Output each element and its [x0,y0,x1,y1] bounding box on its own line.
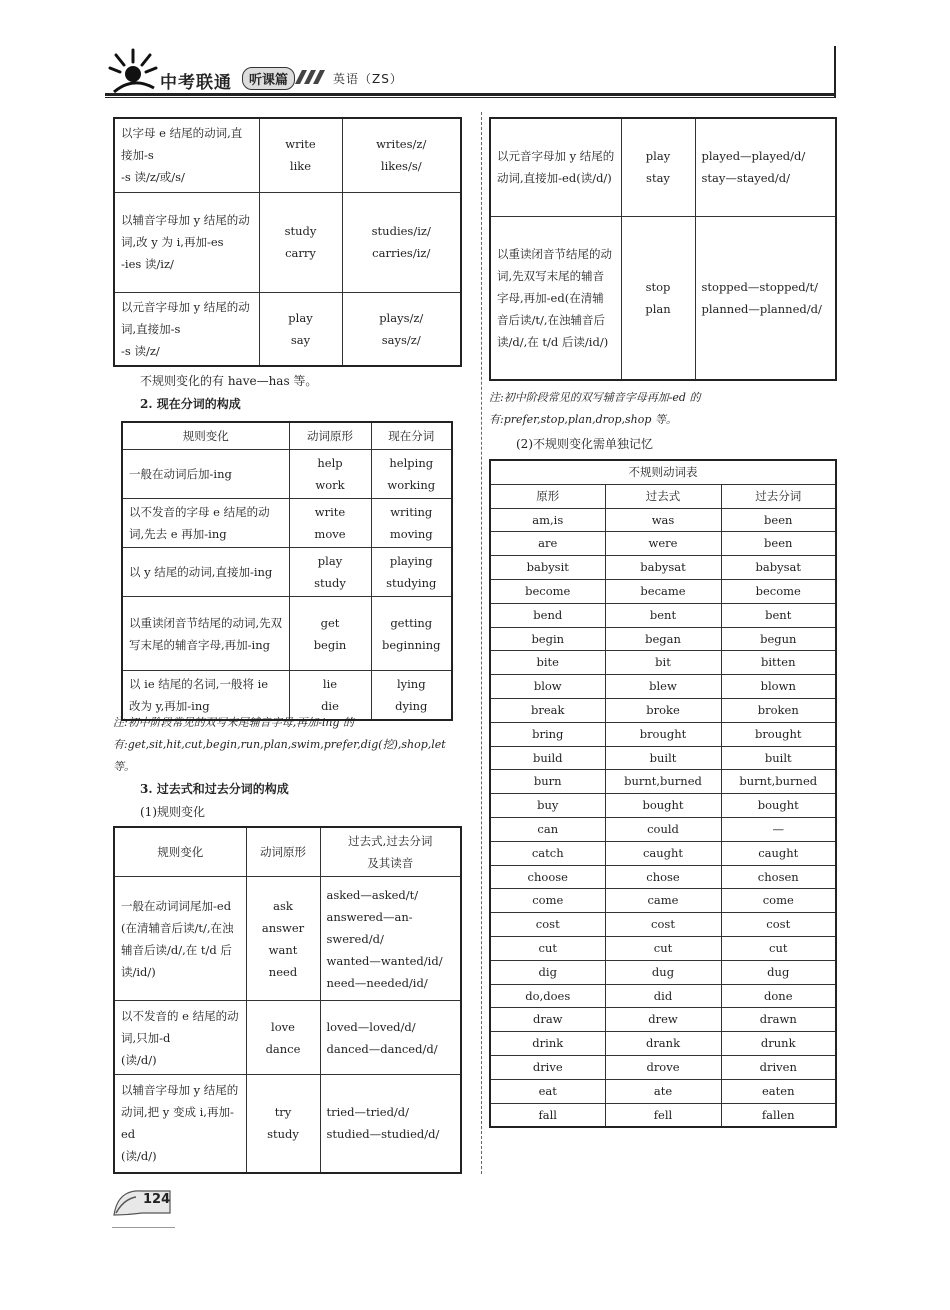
third-person-s-table [113,117,462,367]
table-row [490,984,836,1008]
base-form-cell: can [490,817,605,841]
past-participle-cell: caught [721,841,836,865]
rule-cell: 以元音字母加 y 结尾的动词,直接加-s -s 读/z/ [114,292,259,366]
stripes-decoration-icon [295,70,329,84]
table-row [490,841,836,865]
column-header: 过去分词 [721,484,836,508]
column-header: 过去式 [605,484,721,508]
table-row [490,770,836,794]
form-cell: writes/z/ likes/s/ [342,118,461,192]
brand-title: 中考联通 [160,73,232,93]
past-participle-cell: bent [721,603,836,627]
regular-change-subheading: (1)规则变化 [140,805,205,819]
base-form-cell: blow [490,675,605,699]
table-row [490,722,836,746]
past-participle-cell: babysat [721,556,836,580]
rule-cell: 以不发音的 e 结尾的动词,只加-d (读/d/) [114,1001,246,1075]
table-row [490,960,836,984]
past-participle-cell: cut [721,936,836,960]
base-verb-cell: play say [259,292,342,366]
form-cell: played—played/d/ stay—stayed/d/ [695,118,836,216]
base-form-cell: do,does [490,984,605,1008]
past-tense-cell: babysat [605,556,721,580]
column-header: 现在分词 [371,422,452,450]
table-row [490,627,836,651]
subject-label: 英语（ZS） [333,72,403,86]
table-row [114,192,461,292]
table-row [490,603,836,627]
past-tense-cell: chose [605,865,721,889]
base-form-cell: become [490,579,605,603]
irregular-verb-table [489,459,837,1128]
table-row [490,579,836,603]
past-participle-cell: cost [721,913,836,937]
past-tense-cell: drank [605,1032,721,1056]
past-participle-cell: dug [721,960,836,984]
past-participle-cell: been [721,532,836,556]
table-row [122,499,452,548]
table-row [114,292,461,366]
past-tense-cell: caught [605,841,721,865]
past-tense-cell: fell [605,1103,721,1127]
table-row [122,450,452,499]
sun-logo-icon [108,48,158,94]
past-tense-cell: dug [605,960,721,984]
past-tense-cell: could [605,817,721,841]
past-tense-cell: was [605,508,721,532]
base-form-cell: break [490,698,605,722]
table-row [490,794,836,818]
base-form-cell: dig [490,960,605,984]
table-row [114,118,461,192]
base-verb-cell: write like [259,118,342,192]
table-row [490,889,836,913]
base-form-cell: catch [490,841,605,865]
past-participle-cell: blown [721,675,836,699]
base-verb-cell: lie die [289,671,371,721]
past-participle-cell: brought [721,722,836,746]
table-row [490,1032,836,1056]
past-tense-cell: cut [605,936,721,960]
header-rule-thin [105,97,835,98]
table-row [122,597,452,671]
past-tense-cell: came [605,889,721,913]
rule-cell: 一般在动词后加-ing [122,450,289,499]
past-tense-cell: were [605,532,721,556]
form-cell: writing moving [371,499,452,548]
base-form-cell: build [490,746,605,770]
past-participle-cell: eaten [721,1079,836,1103]
base-form-cell: drink [490,1032,605,1056]
ed-doubling-note: 注:初中阶段常见的双写辅音字母再加-ed 的有:prefer,stop,plan,drop,shop 等。 [489,391,701,426]
past-participle-cell: driven [721,1055,836,1079]
base-form-cell: fall [490,1103,605,1127]
base-form-cell: bend [490,603,605,627]
past-tense-cell: became [605,579,721,603]
past-tense-cell: cost [605,913,721,937]
base-form-cell: bite [490,651,605,675]
column-header: 规则变化 [114,827,246,877]
past-tense-cell: ate [605,1079,721,1103]
base-form-cell: begin [490,627,605,651]
base-form-cell: are [490,532,605,556]
table-row [490,675,836,699]
base-form-cell: burn [490,770,605,794]
past-participle-cell: begun [721,627,836,651]
base-form-cell: am,is [490,508,605,532]
rule-cell: 以元音字母加 y 结尾的动词,直接加-ed(读/d/) [490,118,621,216]
base-form-cell: cut [490,936,605,960]
column-header: 动词原形 [246,827,320,877]
base-form-cell: eat [490,1079,605,1103]
column-header: 规则变化 [122,422,289,450]
table-row [490,1079,836,1103]
form-cell: lying dying [371,671,452,721]
column-divider [481,112,482,1174]
past-tense-cell: bit [605,651,721,675]
past-tense-cell: blew [605,675,721,699]
past-participle-cell: been [721,508,836,532]
irregular-change-subheading: (2)不规则变化需单独记忆 [516,437,653,451]
rule-cell: 以重读闭音节结尾的动词,先双写末尾的辅音字母,再加-ing [122,597,289,671]
base-verb-cell: try study [246,1075,320,1173]
form-cell: stopped—stopped/t/ planned—planned/d/ [695,216,836,380]
form-cell: tried—tried/d/ studied—studied/d/ [320,1075,461,1173]
table-row [114,1001,461,1075]
past-participle-cell: done [721,984,836,1008]
past-participle-cell: bitten [721,651,836,675]
table-row [490,936,836,960]
table-row [490,118,836,216]
table-row [490,817,836,841]
table-row [490,651,836,675]
base-verb-cell: love dance [246,1001,320,1075]
base-verb-cell: ask answer want need [246,877,320,1001]
past-participle-cell: fallen [721,1103,836,1127]
table-header-row [122,422,452,450]
rule-cell: 以辅音字母加 y 结尾的动词,改 y 为 i,再加-es -ies 读/iz/ [114,192,259,292]
past-participle-cell: chosen [721,865,836,889]
ing-doubling-note: 注:初中阶段常见的双写末尾辅音字母,再加-ing 的有:get,sit,hit,cut,begin,run,plan,swim,prefer,dig(挖),shop,let 等。 [113,716,446,773]
form-cell: helping working [371,450,452,499]
form-cell: plays/z/ says/z/ [342,292,461,366]
past-participle-cell: bought [721,794,836,818]
page-number: 124 [143,1192,171,1207]
base-verb-cell: play stay [621,118,695,216]
column-header: 动词原形 [289,422,371,450]
base-form-cell: cost [490,913,605,937]
section-heading-past-forms: 3. 过去式和过去分词的构成 [140,782,289,796]
rule-cell: 一般在动词词尾加-ed (在清辅音后读/t/,在浊辅音后读/d/,在 t/d 后读/id/) [114,877,246,1001]
base-form-cell: babysit [490,556,605,580]
form-cell: studies/iz/ carries/iz/ [342,192,461,292]
table-row [490,746,836,770]
past-regular-table [113,826,462,1174]
irregular-note-text: 不规则变化的有 have—has 等。 [140,374,318,388]
past-tense-cell: burnt,burned [605,770,721,794]
rule-cell: 以辅音字母加 y 结尾的动词,把 y 变成 i,再加-ed (读/d/) [114,1075,246,1173]
base-verb-cell: get begin [289,597,371,671]
header-vertical-rule [834,46,836,98]
past-tense-cell: did [605,984,721,1008]
past-participle-cell: broken [721,698,836,722]
column-header: 过去式,过去分词 及其读音 [320,827,461,877]
footer-rule [112,1227,175,1228]
form-cell: getting beginning [371,597,452,671]
header-rule [105,93,835,96]
past-tense-cell: began [605,627,721,651]
past-participle-cell: drawn [721,1008,836,1032]
base-form-cell: bring [490,722,605,746]
base-form-cell: draw [490,1008,605,1032]
base-form-cell: drive [490,1055,605,1079]
past-participle-cell: burnt,burned [721,770,836,794]
past-tense-cell: bought [605,794,721,818]
table-header-row [490,484,836,508]
past-regular-table-continued [489,117,837,381]
base-form-cell: come [490,889,605,913]
table-row [490,1103,836,1127]
form-cell: asked—asked/t/ answered—an-swered/d/ wanted—wanted/id/ need—needed/id/ [320,877,461,1001]
rule-cell: 以不发音的字母 e 结尾的动词,先去 e 再加-ing [122,499,289,548]
table-header-row [114,827,461,877]
past-participle-cell: — [721,817,836,841]
past-tense-cell: drew [605,1008,721,1032]
rule-cell: 以 ie 结尾的名词,一般将 ie 改为 y,再加-ing [122,671,289,721]
section-heading-present-participle: 2. 现在分词的构成 [140,397,241,411]
base-form-cell: buy [490,794,605,818]
base-form-cell: choose [490,865,605,889]
irregular-table-title: 不规则动词表 [490,460,836,484]
table-row [490,1055,836,1079]
section-badge: 听课篇 [242,67,295,90]
past-participle-cell: drunk [721,1032,836,1056]
past-participle-cell: become [721,579,836,603]
base-verb-cell: stop plan [621,216,695,380]
base-verb-cell: help work [289,450,371,499]
table-row [114,877,461,1001]
table-row [490,698,836,722]
rule-cell: 以 y 结尾的动词,直接加-ing [122,548,289,597]
rule-cell: 以字母 e 结尾的动词,直接加-s -s 读/z/或/s/ [114,118,259,192]
column-header: 原形 [490,484,605,508]
rule-cell: 以重读闭音节结尾的动词,先双写末尾的辅音字母,再加-ed(在清辅音后读/t/,在浊辅音后读/d/,在 t/d 后读/id/) [490,216,621,380]
base-verb-cell: write move [289,499,371,548]
past-tense-cell: bent [605,603,721,627]
table-row [490,556,836,580]
past-tense-cell: brought [605,722,721,746]
past-tense-cell: drove [605,1055,721,1079]
table-row [490,508,836,532]
base-verb-cell: play study [289,548,371,597]
table-row [490,216,836,380]
table-row [490,1008,836,1032]
form-cell: playing studying [371,548,452,597]
table-row [490,865,836,889]
form-cell: loved—loved/d/ danced—danced/d/ [320,1001,461,1075]
table-row [490,913,836,937]
base-verb-cell: study carry [259,192,342,292]
table-row [490,532,836,556]
past-tense-cell: built [605,746,721,770]
table-row [114,1075,461,1173]
present-participle-table [121,421,453,721]
past-tense-cell: broke [605,698,721,722]
past-participle-cell: built [721,746,836,770]
past-participle-cell: come [721,889,836,913]
table-row [122,548,452,597]
